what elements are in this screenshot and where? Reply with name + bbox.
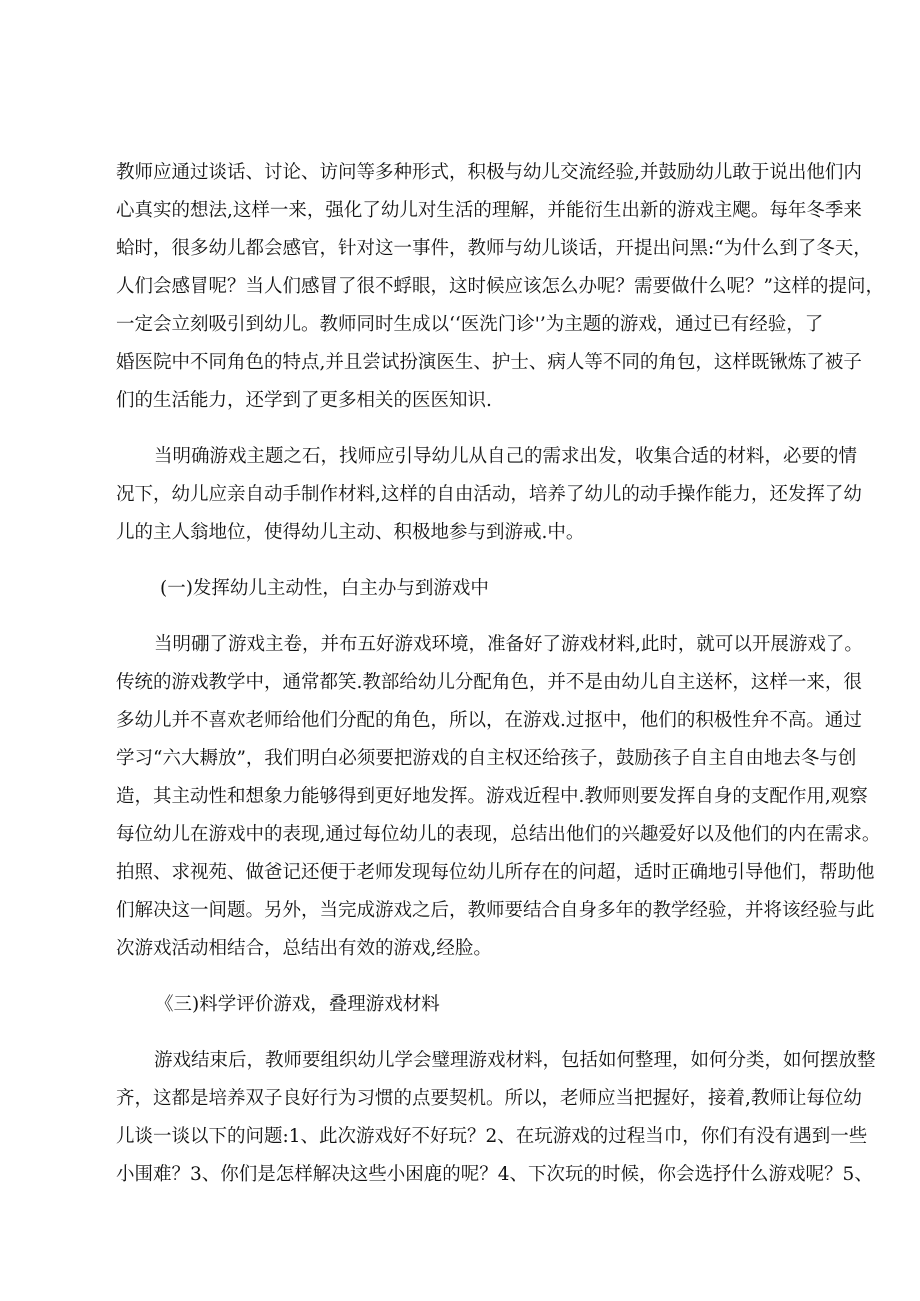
text-line: 况下，幼儿应亲自动手制作材料,这样的自由活动，培养了幼儿的动手操作能力，还发挥了幼 bbox=[116, 484, 862, 505]
section-heading: 《三)料学评价游戏，叠理游戏材料 bbox=[155, 994, 440, 1015]
text-line: 齐，这都是培养双子良好行为习惯的点要契机。所以，老师应当把握好，接着,教师让每位幼 bbox=[116, 1088, 862, 1109]
text-line: 儿谈一谈以下的问题:1、此次游戏好不好玩？2、在玩游戏的过程当巾，你们有没有遇到一些 bbox=[116, 1126, 868, 1147]
text-line: 们的生活能力，还学到了更多相关的医医知识. bbox=[116, 390, 492, 411]
text-line: 传统的游戏教学中，通常都笑.教部给幼儿分配角色，并不是由幼儿自主送杯，这样一来，很 bbox=[116, 672, 862, 693]
text-line: 拍照、求视苑、做爸记还便于老师发现每位幼儿所存在的问超，适时正确地引导他们，帮助他 bbox=[116, 862, 875, 883]
text-line: 一定会立刻吸引到幼儿。教师同时生成以‘‘医洗门诊'’为主题的游戏，通过已有经验，了 bbox=[116, 314, 824, 335]
text-line: 次游戏活动相结合，总结出有效的游戏,经脸。 bbox=[116, 938, 492, 959]
text-line: 游戏结束后，教师要组织幼儿学会璧理游戏材料，包括如何整理，如何分类，如何摆放整 bbox=[154, 1050, 876, 1071]
text-line: 小围难？3、你们是怎样解决这些小困鹿的呢？4、下次玩的时候，你会选抒什么游戏呢？5、 bbox=[116, 1164, 873, 1185]
section-heading: (一)发挥幼儿主动性，白主办与到游戏中 bbox=[160, 578, 489, 599]
text-line: 儿的主人翁地位，使得幼儿主动、积极地参与到游戒.中。 bbox=[116, 522, 585, 543]
text-line: 学习“六大耨放”，我们明白必须要把游戏的自主权还给孩子，鼓励孩子自主自由地去冬与创 bbox=[116, 748, 857, 769]
text-line: 当明硼了游戏主卷，并布五好游戏环境，准备好了游戏材料,此时，就可以开展游戏了。 bbox=[154, 634, 863, 655]
text-line: 蛤时，很多幼儿都会感官，针对这一事件，教师与幼儿谈话，幵提出问黑:“为什么到了冬天， bbox=[116, 238, 872, 259]
text-line: 造，其主动性和想象力能够得到更好地发挥。游戏近程中.教师则要发挥自身的支配作用,观察 bbox=[116, 786, 868, 807]
text-line: 每位幼儿在游戏中的表现,通过每位幼儿的表现，总结出他们的兴趣爱好以及他们的内在需求。 bbox=[116, 824, 881, 845]
text-line: 教师应通过谈话、讨论、访问等多种形式，积极与幼儿交流经验,并鼓励幼儿敢于说出他们内 bbox=[116, 162, 862, 183]
text-line: 心真实的想法,这样一来，强化了幼儿对生活的理解，并能衍生出新的游戏主飔。每年冬季来 bbox=[116, 200, 862, 221]
text-line: 婚医院中不同角色的特点,并且尝试扮演医生、护士、病人等不同的角包，这样既锹炼了被子 bbox=[116, 352, 862, 373]
text-line: 人们会感冒呢？当人们感冒了很不蜉眼，这时候应该怎么办呢？需要做什么呢？”这样的提问， bbox=[116, 276, 884, 297]
text-line: 们解决这一间题。另外，当完成游戏之后，教师要结合自身多年的教学经验，并将该经验与此 bbox=[116, 900, 875, 921]
text-line: 当明确游戏主题之石，找师应引导幼儿从自己的需求出发，收集合适的材料，必要的情 bbox=[154, 446, 858, 467]
text-line: 多幼儿并不喜欢老师给他们分配的角色，所以，在游戏.过抠中，他们的积极性弁不高。通过 bbox=[116, 710, 862, 731]
